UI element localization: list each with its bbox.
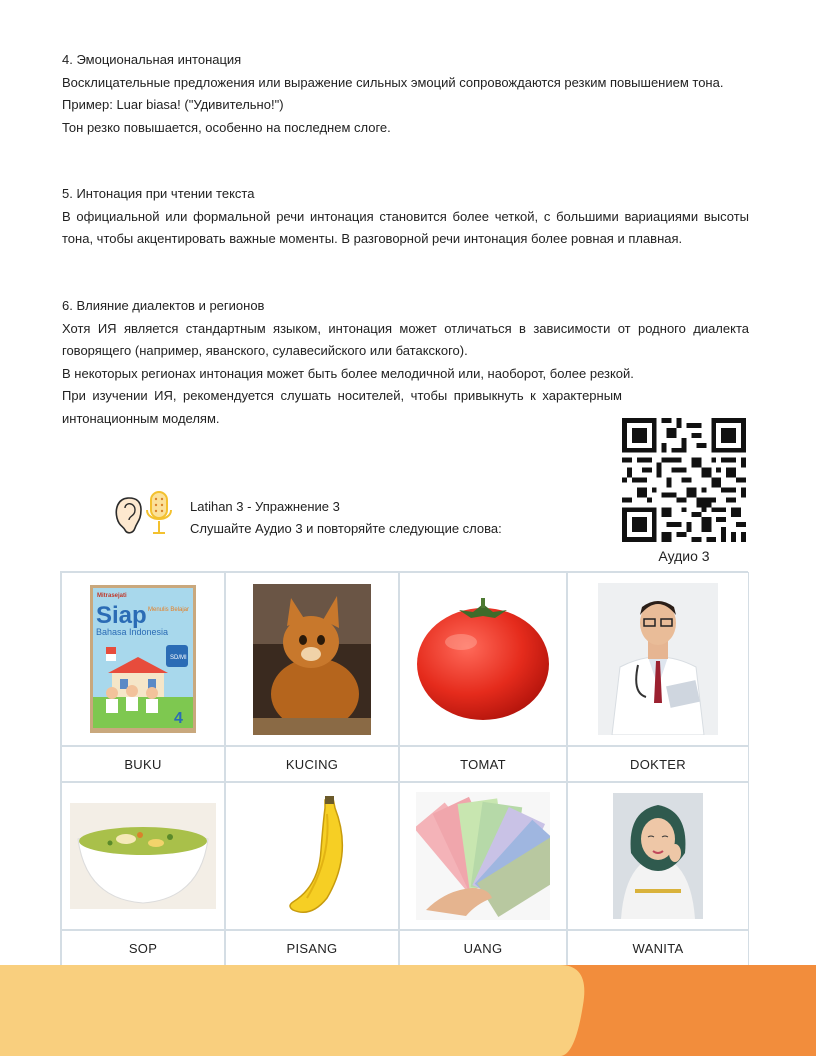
word-label-cell	[567, 930, 749, 966]
microphone-icon	[147, 492, 171, 533]
paragraph: Восклицательные предложения или выражение сильных эмоций сопровождаются резким повышением тона.	[62, 74, 724, 90]
book-tag: SD/MI	[170, 655, 187, 661]
cat-photo	[253, 584, 371, 735]
word-label-cell	[61, 746, 225, 782]
book-script: Menulis Belajar	[148, 607, 190, 613]
ear-icon	[116, 498, 141, 533]
woman-photo	[613, 793, 703, 919]
section-heading: 6. Влияние диалектов и регионов	[62, 298, 265, 313]
word-image-cell	[61, 572, 225, 746]
word-label-cell	[225, 930, 399, 966]
qr-label: Аудио 3	[658, 548, 710, 564]
word-label: BUKU	[124, 756, 162, 772]
exercise-title: Latihan 3 - Упражнение 3	[190, 499, 340, 514]
money-photo	[416, 792, 550, 920]
book-cover-image	[90, 585, 196, 733]
qr-code-icon[interactable]	[622, 418, 746, 542]
word-image-cell	[61, 782, 225, 930]
word-label: TOMAT	[460, 756, 506, 772]
word-label-cell	[61, 930, 225, 966]
word-image-cell	[399, 572, 567, 746]
paragraph: Тон резко повышается, особенно на последнем слоге.	[62, 119, 391, 135]
word-label-cell	[225, 746, 399, 782]
book-grade: 4	[174, 710, 183, 727]
word-label: WANITA	[632, 940, 684, 956]
section-reading-intonation	[62, 183, 749, 251]
tomato-photo	[413, 594, 553, 724]
paragraph: При изучении ИЯ, рекомендуется слушать носителей, чтобы привыкнуть к характерным интонационным моделям.	[62, 388, 622, 426]
word-image-cell	[225, 782, 399, 930]
section-emotional-intonation	[62, 49, 749, 139]
paragraph: Хотя ИЯ является стандартным языком, интонация может отличаться в зависимости от родного диалекта говорящего (например, яванского, сулавесийского или батакского).	[62, 320, 749, 358]
word-image-cell	[567, 782, 749, 930]
word-label-cell	[567, 746, 749, 782]
doctor-photo	[598, 583, 718, 735]
word-label: SOP	[128, 940, 158, 956]
book-title: Siap	[96, 602, 147, 629]
word-label: UANG	[463, 940, 503, 956]
word-label: KUCING	[285, 756, 339, 772]
word-grid	[60, 571, 748, 965]
word-label-cell	[399, 930, 567, 966]
word-image-cell	[567, 572, 749, 746]
paragraph: В официальной или формальной речи интонация становится более четкой, с большими вариациями высоты тона, чтобы акцентировать важные моменты. В разговорной речи интонация более ровная и плавная.	[62, 208, 749, 246]
section-heading: 4. Эмоциональная интонация	[62, 52, 242, 67]
word-image-cell	[399, 782, 567, 930]
word-label: PISANG	[286, 940, 338, 956]
section-heading: 5. Интонация при чтении текста	[62, 186, 255, 201]
soup-photo	[70, 803, 216, 909]
exercise-icons	[113, 490, 183, 536]
footer-decoration	[0, 965, 816, 1056]
paragraph: Пример: Luar biasa! ("Удивительно!")	[62, 97, 284, 112]
exercise-instruction: Слушайте Аудио 3 и повторяйте следующие слова:	[190, 521, 502, 536]
exercise-text	[190, 496, 570, 540]
book-subtitle: Bahasa Indonesia	[96, 627, 169, 637]
banana-photo	[267, 794, 357, 918]
section-dialects	[62, 295, 749, 430]
paragraph: В некоторых регионах интонация может быть более мелодичной или, наоборот, более резкой.	[62, 365, 634, 381]
word-label-cell	[399, 746, 567, 782]
word-image-cell	[225, 572, 399, 746]
word-label: DOKTER	[630, 756, 686, 772]
book-brand: Mitrasejati	[97, 593, 127, 599]
